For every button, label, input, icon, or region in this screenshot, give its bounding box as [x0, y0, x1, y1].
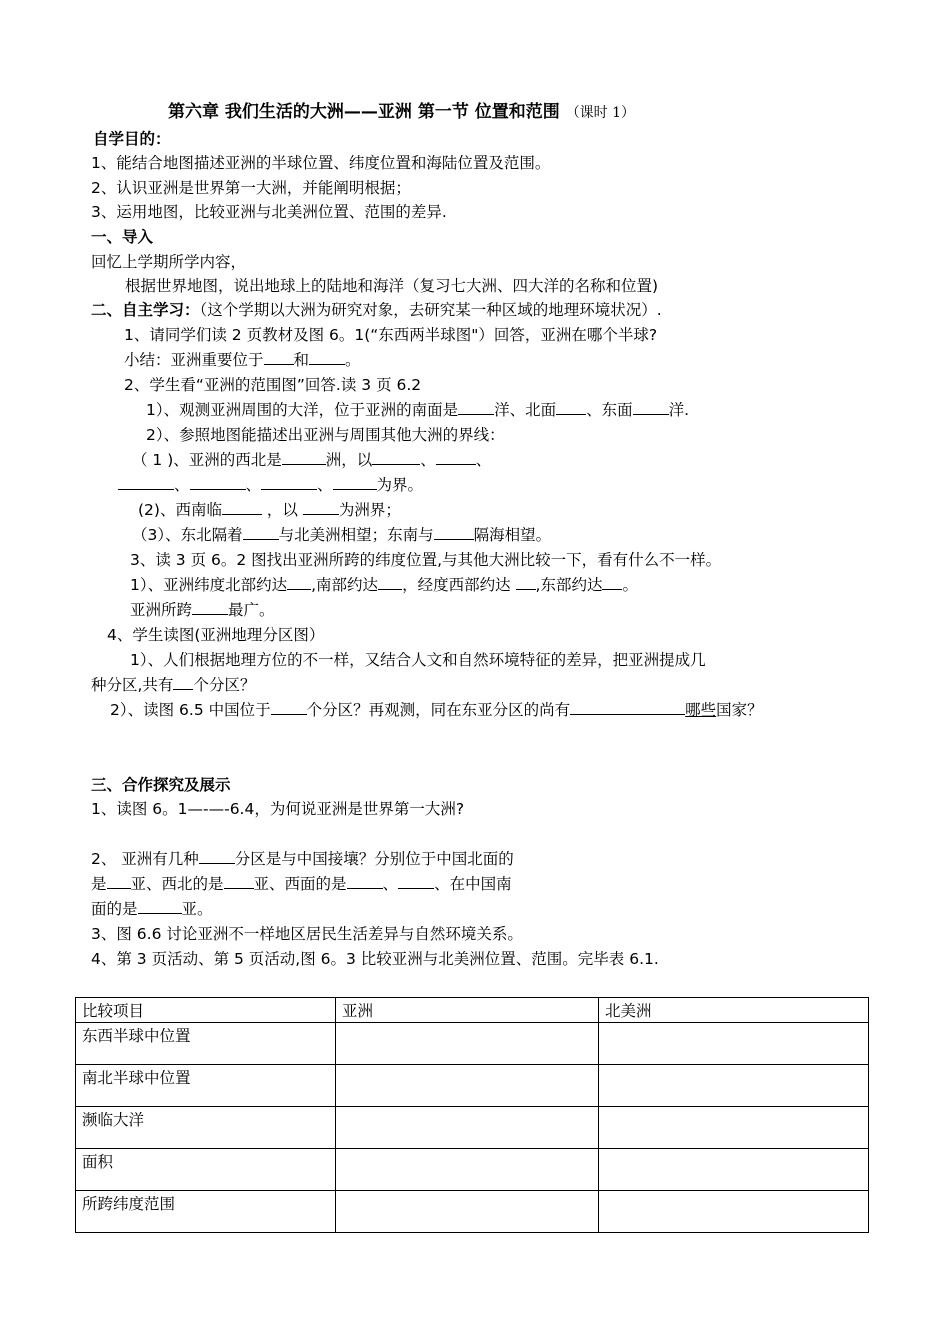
fill-blank[interactable]: [264, 349, 294, 365]
fill-blank[interactable]: [434, 524, 474, 540]
fill-blank[interactable]: [309, 349, 345, 365]
s2-question-2-4: 、 、 、 为界。: [118, 474, 423, 496]
answer-cell[interactable]: [336, 1065, 599, 1107]
table-row: [76, 1065, 869, 1107]
row-label: 南北半球中位置: [76, 1065, 336, 1107]
s2-question-4: 4、学生读图(亚洲地理分区图）: [107, 626, 325, 644]
s2-question-4-2: 2）、读图 6.5 中国位于 个分区？再观测，同在东亚分区的尚有 哪些国家？: [110, 701, 763, 719]
fill-blank[interactable]: [570, 699, 685, 715]
fill-blank[interactable]: [138, 898, 182, 914]
comparison-table: [75, 997, 869, 1233]
section-1-heading: 一、导入: [91, 228, 154, 246]
row-label: 面积: [76, 1149, 336, 1191]
s3-question-2: 2、 亚洲有几种 分区是与中国接壤？分别位于中国北面的: [91, 850, 514, 868]
table-row: [76, 1149, 869, 1191]
row-label: 东西半球中位置: [76, 1023, 336, 1065]
table-header-cell: 比较项目: [76, 998, 336, 1023]
fill-blank[interactable]: [347, 873, 383, 889]
s2-question-1: 1、请同学们读 2 页教材及图 6。1(“东西两半球图"）回答，亚洲在哪个半球?: [124, 326, 658, 344]
fill-blank[interactable]: [633, 399, 669, 415]
fill-blank[interactable]: [398, 873, 434, 889]
s2-question-3-2: 亚洲所跨 最广。: [130, 601, 275, 619]
fill-blank[interactable]: [556, 399, 586, 415]
answer-cell[interactable]: [599, 1065, 869, 1107]
objective-3: 3、运用地图，比较亚洲与北美洲位置、范围的差异.: [91, 203, 447, 221]
s3-question-3: 3、图 6.6 讨论亚洲不一样地区居民生活差异与自然环境关系。: [91, 925, 523, 943]
fill-blank[interactable]: [107, 873, 131, 889]
s2-question-1-summary: 小结：亚洲重要位于 和 。: [124, 351, 361, 369]
table-header-row: [76, 998, 869, 1023]
s2-question-2-5: (2)、西南临 ，以 为洲界；: [138, 501, 401, 519]
fill-blank[interactable]: [303, 499, 339, 515]
fill-blank[interactable]: [602, 574, 622, 590]
fill-blank[interactable]: [118, 474, 174, 490]
page-title: [168, 101, 635, 124]
answer-cell[interactable]: [336, 1191, 599, 1233]
s2-question-4-1: 1）、人们根据地理方位的不一样，又结合人文和自然环境特征的差异，把亚洲提成几: [130, 651, 706, 669]
fill-blank[interactable]: [516, 574, 536, 590]
fill-blank[interactable]: [173, 674, 193, 690]
fill-blank[interactable]: [436, 449, 476, 465]
fill-blank[interactable]: [199, 848, 235, 864]
s2-question-2-1: 1）、观测亚洲周围的大洋，位于亚洲的南面是 洋、北面 、东面 洋.: [146, 401, 690, 419]
fill-blank[interactable]: [190, 474, 246, 490]
fill-blank[interactable]: [243, 524, 279, 540]
row-label: 所跨纬度范围: [76, 1191, 336, 1233]
s2-question-2-3: （ 1 )、亚洲的西北是 洲，以 、 、: [132, 451, 492, 469]
fill-blank[interactable]: [287, 574, 311, 590]
fill-blank[interactable]: [372, 449, 420, 465]
row-label: 濒临大洋: [76, 1107, 336, 1149]
fill-blank[interactable]: [192, 599, 228, 615]
fill-blank[interactable]: [282, 449, 326, 465]
section-1-line-1: 回忆上学期所学内容，: [91, 253, 247, 271]
section-2-heading-line: [91, 299, 662, 321]
title-note: （课时 1）: [565, 105, 636, 121]
table-header-cell: 亚洲: [336, 998, 599, 1023]
s2-question-3: 3、读 3 页 6。2 图找出亚洲所跨的纬度位置,与其他大洲比较一下，看有什么不一样。: [130, 551, 722, 569]
fill-blank[interactable]: [261, 474, 317, 490]
s3-question-2-end: 面的是 亚。: [91, 900, 213, 918]
answer-cell[interactable]: [336, 1149, 599, 1191]
s2-question-3-1: 1）、亚洲纬度北部约达 ,南部约达 ，经度西部约达 ,东部约达 。: [130, 576, 638, 594]
section-2-note: （这个学期以大洲为研究对象，去研究某一种区域的地理环境状况）.: [199, 301, 662, 319]
s3-question-1: 1、读图 6。1—-—-6.4，为何说亚洲是世界第一大洲?: [91, 800, 465, 818]
objective-1: 1、能结合地图描述亚洲的半球位置、纬度位置和海陆位置及范围。: [91, 154, 551, 172]
table-row: [76, 1107, 869, 1149]
fill-blank[interactable]: [271, 699, 307, 715]
s3-question-2-cont: 是 亚、西北的是 亚、西面的是 、 、在中国南: [91, 875, 512, 893]
s2-question-4-1-cont: 种分区,共有 个分区？: [91, 676, 256, 694]
objectives-heading: 自学目的：: [93, 130, 171, 148]
s2-question-2: 2、学生看“亚洲的范围图”回答.读 3 页 6.2: [124, 376, 422, 394]
title-text: 第六章 我们生活的大洲——亚洲 第一节 位置和范围: [168, 102, 560, 122]
s3-question-4: 4、第 3 页活动、第 5 页活动,图 6。3 比较亚洲与北美洲位置、范围。完毕表 6.1.: [91, 950, 659, 968]
s2-question-2-6: （3）、东北隔着 与北美洲相望；东南与 隔海相望。: [132, 526, 552, 544]
answer-cell[interactable]: [599, 1191, 869, 1233]
fill-blank[interactable]: [333, 474, 377, 490]
fill-blank[interactable]: [222, 499, 262, 515]
fill-blank[interactable]: [224, 873, 254, 889]
table-header-cell: 北美洲: [599, 998, 869, 1023]
answer-cell[interactable]: [336, 1107, 599, 1149]
answer-cell[interactable]: [599, 1023, 869, 1065]
s2-question-2-2: 2）、参照地图能描述出亚洲与周围其他大洲的界线：: [146, 426, 505, 444]
fill-blank[interactable]: [458, 399, 494, 415]
table-row: [76, 1023, 869, 1065]
table-row: [76, 1191, 869, 1233]
section-2-heading: 二、自主学习：: [91, 301, 200, 319]
fill-blank[interactable]: [378, 574, 402, 590]
answer-cell[interactable]: [336, 1023, 599, 1065]
section-1-line-2: 根据世界地图，说出地球上的陆地和海洋（复习七大洲、四大洋的名称和位置): [125, 277, 659, 295]
answer-cell[interactable]: [599, 1107, 869, 1149]
section-3-heading: 三、合作探究及展示: [91, 776, 231, 794]
objective-2: 2、认识亚洲是世界第一大洲，并能阐明根据；: [91, 179, 411, 197]
answer-cell[interactable]: [599, 1149, 869, 1191]
